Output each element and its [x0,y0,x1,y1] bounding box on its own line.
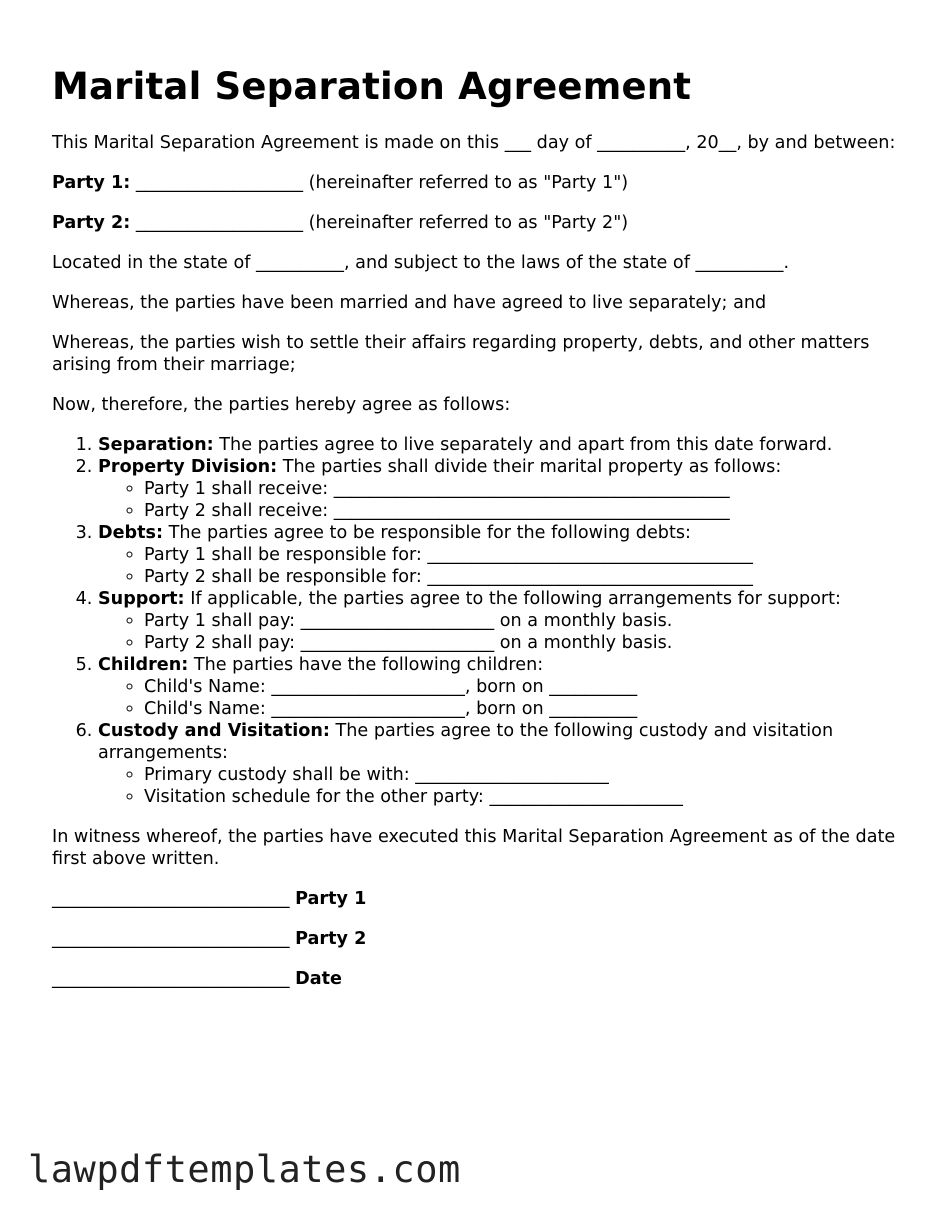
clause-sub-list [98,478,902,522]
location-paragraph: Located in the state of __________, and subject to the laws of the state of __________. [52,253,790,273]
signature-line-date [52,968,902,990]
clause-heading: Property Division: [98,457,278,477]
party-1-text: ___________________ (hereinafter referred to as "Party 1") [130,173,629,193]
clause-children [98,654,902,720]
agreement-lead-in: Now, therefore, the parties hereby agree as follows: [52,395,511,415]
clause-sub-list [98,544,902,588]
clause-text: If applicable, the parties agree to the following arrangements for support: [184,589,841,609]
list-item: ◦ Party 1 shall be responsible for: _____________________________________ [144,544,902,566]
signature-blank: ___________________________ [52,969,296,989]
whereas-paragraph-1: Whereas, the parties have been married and have agreed to live separately; and [52,293,767,313]
party-2-label: Party 2: [52,213,131,233]
clause-heading: Children: [98,655,189,675]
clause-property-division [98,456,902,522]
clause-sub-list [98,676,902,720]
signature-line-party-1 [52,888,902,910]
site-watermark: lawpdftemplates.com [28,1148,461,1191]
list-item: ◦ Party 1 shall receive: _____________________________________________ [144,478,902,500]
clause-custody-visitation [98,720,902,808]
party-1-label: Party 1: [52,173,131,193]
document-title: Marital Separation Agreement [52,65,692,108]
list-item: ◦ Visitation schedule for the other party: ______________________ [144,786,902,808]
clause-list [52,434,902,808]
clause-support [98,588,902,654]
list-item: ◦ Child's Name: ______________________, born on __________ [144,698,902,720]
clause-debts [98,522,902,588]
clause-heading: Debts: [98,523,164,543]
signature-line-party-2 [52,928,902,950]
clause-text: The parties agree to be responsible for the following debts: [163,523,691,543]
clause-text: The parties have the following children: [188,655,544,675]
signature-blank: ___________________________ [52,889,296,909]
signature-block [52,888,902,990]
party-2-text: ___________________ (hereinafter referred to as "Party 2") [130,213,629,233]
list-item: ◦ Child's Name: ______________________, born on __________ [144,676,902,698]
clause-sub-list [98,610,902,654]
signature-label: Party 1 [295,889,367,909]
party-1-line [52,172,902,194]
document-page [52,62,902,1008]
intro-paragraph: This Marital Separation Agreement is made on this ___ day of __________, 20__, by and between: [52,133,896,153]
clause-sub-list [98,764,902,808]
clause-separation [98,434,902,456]
list-item: ◦ Party 2 shall receive: _____________________________________________ [144,500,902,522]
witness-paragraph: In witness whereof, the parties have executed this Marital Separation Agreement as of the date first above written. [52,827,896,869]
list-item: ◦ Primary custody shall be with: ______________________ [144,764,902,786]
signature-label: Date [295,969,342,989]
whereas-paragraph-2: Whereas, the parties wish to settle their affairs regarding property, debts, and other matters arising from their marriage; [52,333,870,375]
clause-text: The parties agree to the following custody and visitation arrangements: [98,721,834,763]
clause-heading: Support: [98,589,185,609]
signature-blank: ___________________________ [52,929,296,949]
clause-heading: Separation: [98,435,214,455]
list-item: ◦ Party 2 shall be responsible for: _____________________________________ [144,566,902,588]
list-item: ◦ Party 1 shall pay: ______________________ on a monthly basis. [144,610,902,632]
party-2-line [52,212,902,234]
clause-text: The parties agree to live separately and apart from this date forward. [213,435,833,455]
signature-label: Party 2 [295,929,367,949]
clause-text: The parties shall divide their marital property as follows: [277,457,782,477]
clause-heading: Custody and Visitation: [98,721,330,741]
list-item: ◦ Party 2 shall pay: ______________________ on a monthly basis. [144,632,902,654]
